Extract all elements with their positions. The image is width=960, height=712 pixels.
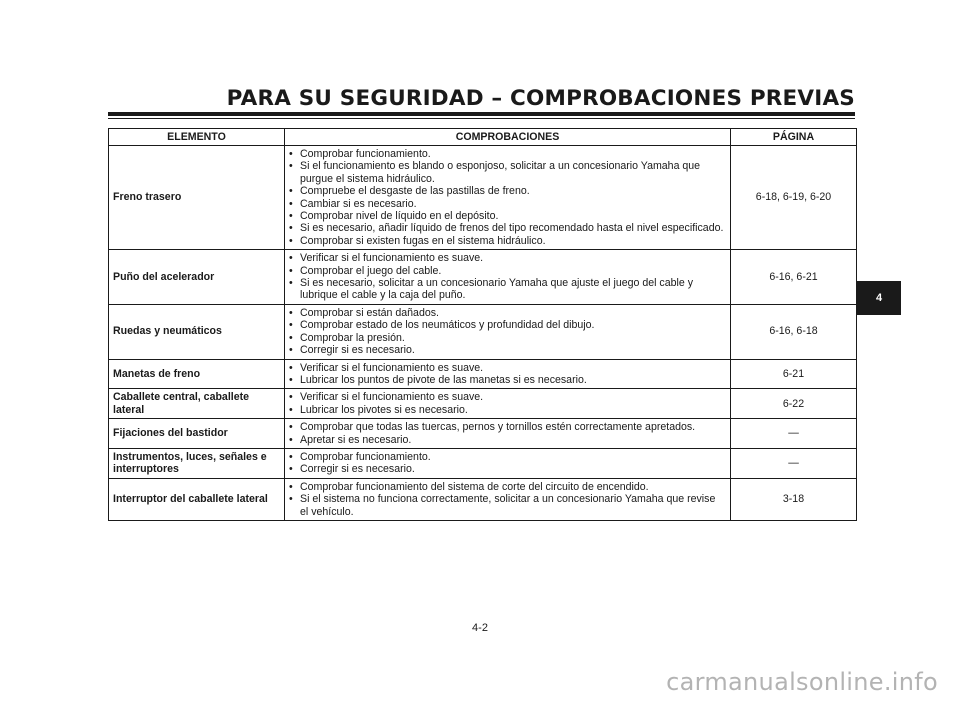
check-item: • Comprobar funcionamiento. [289, 451, 726, 463]
check-item: • Si el funcionamiento es blando o esponjoso, solicitar a un concesionario Yamaha que purgue el sistema hidráulico. [289, 160, 726, 185]
row-element: Fijaciones del bastidor [109, 419, 285, 449]
table-row [109, 250, 857, 305]
chapter-tab: 4 [857, 281, 901, 315]
row-page: — [731, 448, 857, 478]
table-row [109, 359, 857, 389]
row-element: Caballete central, caballete lateral [109, 389, 285, 419]
check-item: • Comprobar el juego del cable. [289, 265, 726, 277]
table-body [109, 146, 857, 521]
row-page: 3-18 [731, 478, 857, 520]
row-checks [285, 146, 731, 250]
checks-table [108, 128, 857, 521]
row-checks [285, 250, 731, 305]
row-checks [285, 304, 731, 359]
check-list [289, 148, 726, 247]
check-item: • Corregir si es necesario. [289, 344, 726, 356]
title-rule-thin [108, 118, 855, 119]
check-item: • Lubricar los puntos de pivote de las manetas si es necesario. [289, 374, 726, 386]
column-header-element: ELEMENTO [109, 129, 285, 146]
table-row [109, 448, 857, 478]
check-list [289, 391, 726, 416]
table-row [109, 419, 857, 449]
page-number: 4-2 [472, 622, 488, 634]
table-header-row [109, 129, 857, 146]
row-element: Manetas de freno [109, 359, 285, 389]
column-header-checks: COMPROBACIONES [285, 129, 731, 146]
row-page: 6-16, 6-18 [731, 304, 857, 359]
row-page: 6-22 [731, 389, 857, 419]
page-title: PARA SU SEGURIDAD – COMPROBACIONES PREVIAS [226, 86, 855, 111]
row-checks [285, 478, 731, 520]
row-page: 6-21 [731, 359, 857, 389]
check-item: • Comprobar que todas las tuercas, pernos y tornillos estén correctamente apretados. [289, 421, 726, 433]
check-list [289, 307, 726, 357]
row-element: Interruptor del caballete lateral [109, 478, 285, 520]
check-item: • Comprobar si existen fugas en el sistema hidráulico. [289, 235, 726, 247]
row-element: Instrumentos, luces, señales e interruptores [109, 448, 285, 478]
check-item: • Comprobar si están dañados. [289, 307, 726, 319]
table-row [109, 389, 857, 419]
row-checks [285, 389, 731, 419]
title-rule-thick [108, 112, 855, 116]
check-item: • Verificar si el funcionamiento es suave. [289, 362, 726, 374]
check-item: • Cambiar si es necesario. [289, 198, 726, 210]
check-list [289, 421, 726, 446]
check-list [289, 362, 726, 387]
row-checks [285, 448, 731, 478]
check-item: • Si el sistema no funciona correctamente, solicitar a un concesionario Yamaha que revise el vehículo. [289, 493, 726, 518]
check-list [289, 252, 726, 302]
check-list [289, 481, 726, 518]
check-item: • Si es necesario, añadir líquido de frenos del tipo recomendado hasta el nivel especificado. [289, 222, 726, 234]
check-item: • Verificar si el funcionamiento es suave. [289, 391, 726, 403]
check-item: • Lubricar los pivotes si es necesario. [289, 404, 726, 416]
row-checks [285, 419, 731, 449]
table-row [109, 304, 857, 359]
check-item: • Si es necesario, solicitar a un concesionario Yamaha que ajuste el juego del cable y lubrique el cable y la caja del puño. [289, 277, 726, 302]
row-element: Freno trasero [109, 146, 285, 250]
row-element: Ruedas y neumáticos [109, 304, 285, 359]
check-item: • Comprobar la presión. [289, 332, 726, 344]
row-checks [285, 359, 731, 389]
check-item: • Comprobar funcionamiento del sistema de corte del circuito de encendido. [289, 481, 726, 493]
column-header-page: PÁGINA [731, 129, 857, 146]
check-item: • Comprobar funcionamiento. [289, 148, 726, 160]
check-item: • Compruebe el desgaste de las pastillas de freno. [289, 185, 726, 197]
check-item: • Comprobar nivel de líquido en el depósito. [289, 210, 726, 222]
check-item: • Corregir si es necesario. [289, 463, 726, 475]
check-item: • Verificar si el funcionamiento es suave. [289, 252, 726, 264]
table-row [109, 146, 857, 250]
row-page: 6-16, 6-21 [731, 250, 857, 305]
watermark: carmanualsonline.info [666, 668, 938, 696]
row-page: — [731, 419, 857, 449]
check-item: • Comprobar estado de los neumáticos y profundidad del dibujo. [289, 319, 726, 331]
row-page: 6-18, 6-19, 6-20 [731, 146, 857, 250]
check-list [289, 451, 726, 476]
row-element: Puño del acelerador [109, 250, 285, 305]
check-item: • Apretar si es necesario. [289, 434, 726, 446]
table-row [109, 478, 857, 520]
